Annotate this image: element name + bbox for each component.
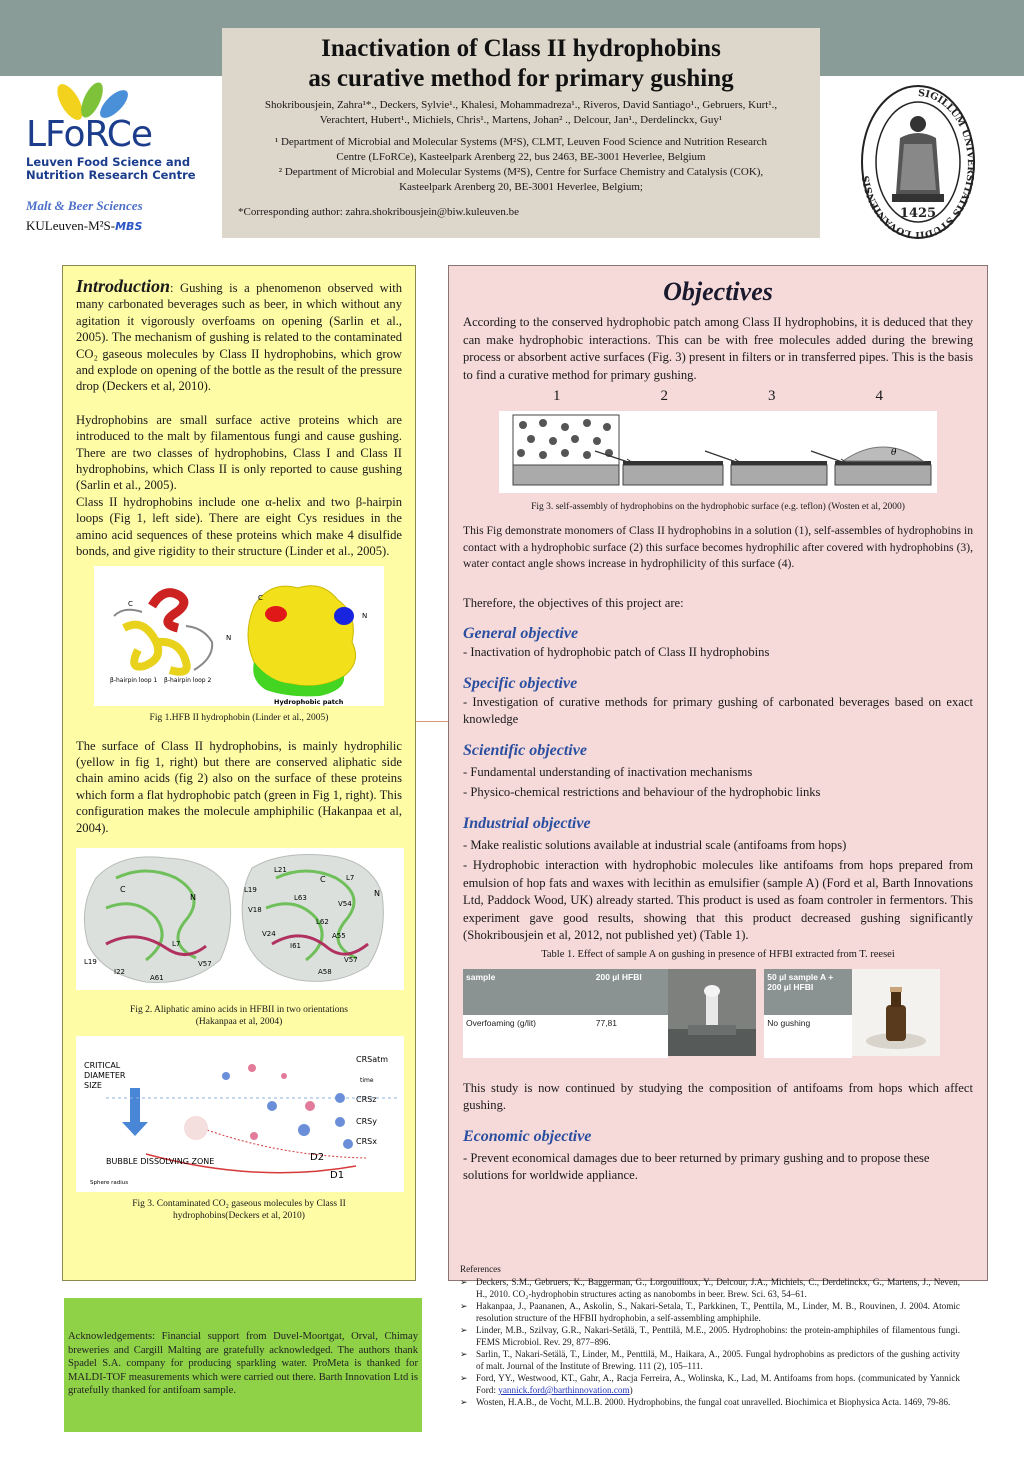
- economic-objective-heading: Economic objective: [463, 1127, 592, 1145]
- svg-text:N: N: [362, 611, 368, 620]
- reference-item: ➢ Linder, M.B., Szilvay, G.R., Nakari-Setälä, T., Penttilä, M.E., 2005. Hydrophobins: the protein-amphiphiles of filamentous fungi. FEMS Microbiol. Rev. 29, 877–896.: [460, 1325, 960, 1347]
- panel-connector: [416, 721, 448, 722]
- ford-email-link[interactable]: yannick.ford@barthinnovation.com: [498, 1385, 630, 1395]
- specific-objective-item: - Investigation of curative methods for primary gushing of carbonated beverages based on exact knowledge: [463, 694, 973, 726]
- industrial-objective-item2: - Hydrophobic interaction with hydrophobic molecules like antifoams from hops prepared from emulsion of hop fats and waxes with lecithin as emulsifier (sample A) (Ford et al, Barth Innovations Ltd, Paddock Wood, UK) already started. This product is used as foam controler in fermentors. This experiment gave good results, showing that this product decreased gushing significantly (Shokribousjein et al, 2012, not published yet) (Table 1).: [463, 858, 973, 942]
- svg-text:L21: L21: [274, 865, 287, 874]
- svg-text:C: C: [320, 874, 326, 884]
- corresponding-author: *Corresponding author: zahra.shokribousjein@biw.kuleuven.be: [238, 206, 519, 218]
- references: [460, 1263, 960, 1408]
- affiliation2-line2: Kasteelpark Arenberg 20, BE-3001 Heverlee, Belgium;: [399, 181, 643, 193]
- svg-text:I22: I22: [114, 967, 125, 976]
- svg-text:L19: L19: [244, 885, 257, 894]
- svg-text:V18: V18: [248, 905, 262, 914]
- svg-text:CRSz: CRSz: [356, 1094, 377, 1104]
- table-1: [463, 969, 949, 1058]
- svg-text:A55: A55: [332, 931, 346, 940]
- svg-text:V54: V54: [338, 899, 352, 908]
- svg-text:I61: I61: [290, 941, 301, 950]
- table-row-label: Overfoaming (g/lit): [463, 1015, 593, 1058]
- self-assembly-caption: Fig 3. self-assembly of hydrophobins on the hydrophobic surface (e.g. teflon) (Wosten et al, 2000): [531, 502, 905, 512]
- table-header-hfbi: 200 µl HFBI: [593, 969, 668, 1015]
- svg-text:SIGILLUM UNIVERSITATIS STUDII: SIGILLUM UNIVERSITATIS STUDII LOVANIENSIS: [860, 87, 976, 241]
- svg-text:L62: L62: [316, 917, 329, 926]
- surface-paragraph: The surface of Class II hydrophobins, is mainly hydrophilic (yellow in fig 1, right) but there are conserved aliphatic side chain amino acids (fig 2) also on the surface of these proteins which form a flat hydrophobic patch (green in Fig 1, right). This configuration makes the molecule amphiphilic (Hakanpaa et al, 2004).: [76, 738, 402, 835]
- industrial-objective-heading: Industrial objective: [463, 814, 591, 832]
- title-box: [222, 28, 820, 238]
- step-4: 4: [875, 388, 883, 404]
- logo-brand: LFoRCe: [26, 114, 153, 155]
- university-seal-icon: [858, 82, 978, 242]
- kuleuven-text: KULeuven-M²S-: [26, 218, 116, 233]
- svg-text:A58: A58: [318, 967, 332, 976]
- fig2-caption: [76, 1004, 402, 1028]
- table-row-hfbi-value: 77,81: [593, 1015, 668, 1058]
- mbs-label: MBS: [115, 220, 143, 233]
- svg-text:C: C: [128, 599, 133, 608]
- svg-text:C: C: [258, 593, 263, 602]
- svg-text:D1: D1: [330, 1169, 345, 1181]
- reference-item: ➢ Sarlin, T., Nakari-Setälä, T., Linder, M., Penttilä, M., Haikara, A., 2005. Fungal hydrophobins as predictors of the gushing activity of malt. Journal of the Institute of Brewing. 111 (2), 105–111.: [460, 1349, 960, 1371]
- figure-2: [76, 848, 404, 990]
- svg-text:L63: L63: [294, 893, 307, 902]
- logo-sub1: Leuven Food Science and: [26, 155, 191, 169]
- continued-study: This study is now continued by studying the composition of antifoams from hops which affect gushing.: [463, 1080, 973, 1112]
- acknowledgements: Acknowledgements: Financial support from Duvel-Moortgat, Orval, Chimay breweries and Cargill Malting are gratefully acknowledged. The authors thank Spadel S.A. company for producing sparkling water. ProMeta is thanked for MALDI-TOF measurements which were carried out there. Barth Innovation Ltd is gratefully thanked for antifoam sample.: [64, 1298, 422, 1432]
- figure-step-numbers: [463, 388, 973, 405]
- introduction-heading: Introduction: [76, 276, 171, 296]
- affiliation2-line1: ² Department of Microbial and Molecular Systems (M²S), Centre for Surface Chemistry and Catalysis (COK),: [278, 166, 764, 178]
- scientific-objective-item1: - Fundamental understanding of inactivation mechanisms: [463, 764, 753, 779]
- logo-sub2: Nutrition Research Centre: [26, 168, 196, 182]
- fig3-caption: [76, 1198, 402, 1222]
- svg-text:N: N: [190, 892, 196, 902]
- svg-text:N: N: [226, 633, 232, 642]
- svg-text:β-hairpin loop 1: β-hairpin loop 1: [110, 676, 158, 684]
- objectives-intro: According to the conserved hydrophobic patch among Class II hydrophobins, it is deduced that they can make hydrophobic interactions. This can be with free molecules added during the brewing process or absorbent active surfaces (Fig. 3) present in filters or in transferred pipes. This is the basis to find a curative method for primary gushing.: [463, 315, 973, 382]
- svg-text:L19: L19: [84, 957, 97, 966]
- figure-3: [76, 1036, 404, 1192]
- reference-item: ➢ Hakanpaa, J., Paananen, A., Askolin, S., Nakari-Setala, T., Parkkinen, T., Penttila, M., Linder, M. B., Rouvinen, J. 2004. Atomic resolution structure of the HFBII hydrophobin, a self-assembling amphiphile.: [460, 1301, 960, 1323]
- svg-text:CRITICAL: CRITICAL: [84, 1060, 121, 1070]
- fig3-caption-line2: hydrophobins(Deckers et al, 2010): [173, 1210, 305, 1221]
- specific-objective-heading: Specific objective: [463, 674, 578, 692]
- svg-text:CRSatm: CRSatm: [356, 1054, 389, 1064]
- reference-item: ➢ Wosten, H.A.B., de Vocht, M.L.B. 2000. Hydrophobins, the fungal coat unravelled. Biochimica et Biophysica Acta. 1469, 79-86.: [460, 1397, 951, 1407]
- economic-objective-item: - Prevent economical damages due to beer returned by primary gushing and to propose these solutions for worldwide appliance.: [463, 1150, 930, 1182]
- poster-title-line2: as curative method for primary gushing: [308, 65, 734, 92]
- seal-year: 1425: [899, 206, 937, 221]
- table-row-sample-a-value: No gushing: [764, 1015, 852, 1058]
- authors-line2: Verachtert, Hubert¹., Michiels, Chris¹., Martens, Johan² ., Delcour, Jan¹., Derdelinckx, Guy¹: [319, 114, 723, 126]
- table-header-sample-a: 50 µl sample A + 200 µl HFBI: [764, 969, 852, 1015]
- objectives-heading: Objectives: [663, 277, 773, 306]
- svg-text:V57: V57: [198, 959, 212, 968]
- gushing-photo: [668, 969, 765, 1058]
- general-objective-item: - Inactivation of hydrophobic patch of Class II hydrophobins: [463, 645, 770, 659]
- industrial-objective-item1: - Make realistic solutions available at industrial scale (antifoams from hops): [463, 837, 847, 852]
- svg-text:C: C: [120, 884, 126, 894]
- affiliation1-line1: ¹ Department of Microbial and Molecular Systems (M²S), CLMT, Leuven Food Science and Nutrition Research: [274, 136, 768, 148]
- scientific-objective-item2: - Physico-chemical restrictions and behaviour of the hydrophobic links: [463, 785, 821, 799]
- svg-text:L7: L7: [172, 939, 181, 948]
- svg-text:β-hairpin loop 2: β-hairpin loop 2: [164, 676, 212, 684]
- svg-text:BUBBLE DISSOLVING ZONE: BUBBLE DISSOLVING ZONE: [106, 1156, 215, 1166]
- svg-text:CRSx: CRSx: [356, 1136, 377, 1146]
- malt-beer-label: Malt & Beer Sciences: [26, 198, 143, 213]
- fig3-caption-line1: Fig 3. Contaminated CO₂ gaseous molecules by Class II: [132, 1198, 346, 1209]
- bottle-photo: [852, 969, 949, 1058]
- step-1: 1: [553, 388, 561, 404]
- intro-paragraph: [76, 278, 402, 395]
- figure-1: [94, 566, 384, 706]
- hydrophobins-paragraph: Hydrophobins are small surface active proteins which are introduced to the malt by filamentous fungi and cause gushing. There are two classes of hydrophobins, Class I and Class II hydrophobins, which Class II is only reported to cause gushing (Sarlin et al., 2005).: [76, 412, 402, 493]
- svg-text:V57: V57: [344, 955, 358, 964]
- svg-text:N: N: [374, 888, 380, 898]
- fig2-caption-line1: Fig 2. Aliphatic amino acids in HFBII in two orientations: [130, 1004, 348, 1015]
- svg-text:V24: V24: [262, 929, 276, 938]
- svg-text:Hydrophobic patch: Hydrophobic patch: [274, 697, 344, 706]
- svg-text:DIAMETER: DIAMETER: [84, 1070, 126, 1080]
- intro-text: : Gushing is a phenomenon observed with many carbonated beverages such as beer, in which without any agitation it vigorously overfoams on opening (Sarlin et al., 2005). The mechanism of gushing is related to the contaminated CO₂ gaseous molecules by Class II hydrophobins, which grow and explode on opening of the bottle as the result of the pressure drop (Deckers et al, 2010).: [76, 281, 402, 394]
- kuleuven-label: [26, 218, 142, 234]
- svg-text:A61: A61: [150, 973, 164, 982]
- svg-text:L7: L7: [346, 873, 355, 882]
- affiliation1-line2: Centre (LFoRCe), Kasteelpark Arenberg 22, bus 2463, BE-3001 Heverlee, Belgium: [336, 151, 706, 163]
- reference-item: ➢ Ford, YY., Westwood, KT., Gahr, A., Racja Ferreira, A., Wolinska, K., Lad, M. Antifoams from hops. (communicated by Yannick Ford: yannick.ford@barthinnovation.com): [460, 1373, 960, 1395]
- therefore-line: Therefore, the objectives of this project are:: [463, 595, 684, 610]
- svg-text:time: time: [360, 1076, 374, 1084]
- step-3: 3: [768, 388, 776, 404]
- reference-item: ➢ Deckers, S.M., Gebruers, K., Baggerman, G., Lorgouilloux, Y., Delcour, J.A., Michiels, C., Derdelinckx, G., Martens, J., Neven, H., 2010. CO₂-hydrophobin structures acting as nanobombs in beer. Brew. Sci. 63, 54–61.: [460, 1277, 960, 1299]
- self-assembly-figure: [499, 411, 937, 493]
- class2-paragraph: Class II hydrophobins include one α-helix and two β-hairpin loops (Fig 1, left side). There are eight Cys residues in the amino acid sequences of these proteins which make 4 disulfide bonds, and give rigidity to their structure (Linder et al., 2005).: [76, 494, 402, 559]
- fig2-caption-line2: (Hakanpaa et al, 2004): [195, 1016, 283, 1027]
- objectives-panel: [448, 265, 988, 1281]
- poster-title-line1: Inactivation of Class II hydrophobins: [321, 35, 721, 62]
- step-2: 2: [660, 388, 668, 404]
- authors-line1: Shokribousjein, Zahra¹*., Deckers, Sylvie¹., Khalesi, Mohammadreza¹., Riveros, David Santiago¹., Gebruers, Kurt¹.,: [264, 99, 778, 111]
- svg-text:θ: θ: [891, 448, 897, 458]
- scientific-objective-heading: Scientific objective: [463, 741, 587, 759]
- svg-text:CRSy: CRSy: [356, 1116, 377, 1126]
- figure-explanation: This Fig demonstrate monomers of Class II hydrophobins in a solution (1), self-assembles of hydrophobins in contact with a hydrophobic surface (2) this surface becomes hydrophilic after covered with hydrophobins (3), water contact angle shows increase in hydrophilicity of this surface (4).: [463, 524, 973, 570]
- table1-caption: Table 1. Effect of sample A on gushing in presence of HFBI extracted from T. reesei: [541, 948, 895, 960]
- fig1-caption: Fig 1.HFB II hydrophobin (Linder et al., 2005): [149, 712, 329, 723]
- svg-text:Sphere radius: Sphere radius: [90, 1179, 129, 1186]
- lforce-logo: [22, 78, 212, 238]
- general-objective-heading: General objective: [463, 625, 579, 642]
- table-header-sample: sample: [463, 969, 593, 1015]
- svg-text:SIZE: SIZE: [84, 1080, 102, 1090]
- references-heading: References: [460, 1264, 501, 1274]
- svg-text:D2: D2: [310, 1151, 325, 1163]
- introduction-panel: [62, 265, 416, 1281]
